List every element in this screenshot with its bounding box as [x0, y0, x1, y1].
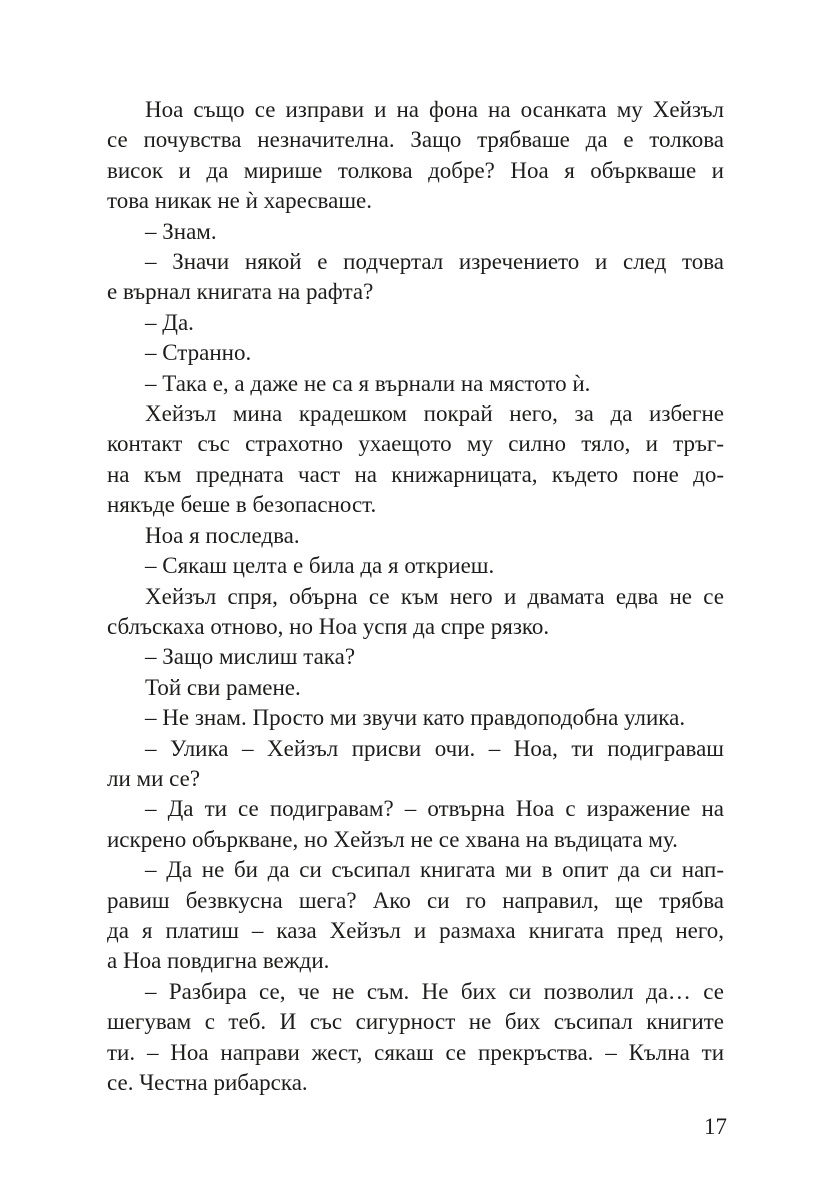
text-line: е върнал книгата на рафта?	[107, 279, 374, 305]
text-line: ти. – Ноа направи жест, сякаш се прекръства. – Кълна ти	[107, 1039, 724, 1065]
page-number: 17	[704, 1114, 727, 1139]
text-line: Ноа също се изправи и на фона на осанката му Хейзъл	[145, 97, 724, 122]
text-line: висок и да мирише толкова добре? Ноа я объркваше и	[107, 157, 724, 183]
text-line: Хейзъл мина крадешком покрай него, за да избегне	[145, 401, 724, 427]
text-line: – Да ти се подигравам? – отвърна Ноа с изражение на	[145, 796, 724, 822]
paragraph	[107, 703, 724, 733]
text-line: – Така е, а даже не са я върнали на мястото ѝ.	[145, 370, 591, 396]
text-line: – Значи някой е подчертал изречението и след това	[145, 249, 724, 275]
text-line: Хейзъл спря, обърна се към него и двамата едва не се	[145, 583, 724, 609]
paragraph	[107, 642, 724, 672]
text-line: – Не знам. Просто ми звучи като правдоподобна улика.	[145, 705, 686, 731]
paragraph	[107, 369, 724, 399]
paragraph	[107, 247, 724, 308]
text-line: – Да.	[145, 309, 194, 335]
paragraph	[107, 95, 724, 217]
text-line: а Ноа повдигна вежди.	[107, 948, 330, 974]
text-line: шегувам с теб. И със сигурност не бих съсипал книгите	[107, 1009, 724, 1035]
paragraph	[107, 673, 724, 703]
paragraph	[107, 308, 724, 338]
paragraph	[107, 399, 724, 521]
text-line: да я платиш – каза Хейзъл и размаха книгата пред него,	[107, 917, 724, 943]
text-line: – Улика – Хейзъл присви очи. – Ноа, ти подиграваш	[145, 735, 724, 761]
paragraph	[107, 217, 724, 247]
text-line: се почувства незначителна. Защо трябваше да е толкова	[107, 127, 724, 153]
text-line: равиш безвкусна шега? Ако си го направил, ще трябва	[107, 887, 724, 913]
text-line: – Сякаш целта е била да я откриеш.	[145, 553, 495, 579]
paragraph	[107, 734, 724, 795]
text-line: – Странно.	[145, 340, 252, 366]
paragraph	[107, 794, 724, 855]
paragraph	[107, 977, 724, 1099]
text-line: някъде беше в безопасност.	[107, 492, 377, 518]
page-text	[107, 95, 724, 1098]
paragraph	[107, 855, 724, 977]
text-line: – Знам.	[145, 218, 217, 244]
text-line: сблъскаха отново, но Ноа успя да спре рязко.	[107, 613, 550, 639]
paragraph	[107, 521, 724, 551]
text-line: – Да не би да си съсипал книгата ми в опит да си нап-	[145, 857, 724, 883]
paragraph	[107, 582, 724, 643]
paragraph	[107, 338, 724, 368]
text-line: – Защо мислиш така?	[145, 644, 356, 670]
text-line: – Разбира се, че не съм. Не бих си позволил да… се	[145, 978, 724, 1004]
paragraph	[107, 551, 724, 581]
text-line: контакт със страхотно ухаещото му силно тяло, и тръг-	[107, 431, 724, 457]
text-line: искрено объркване, но Хейзъл не се хвана на въдицата му.	[107, 826, 678, 852]
text-line: това никак не ѝ харесваше.	[107, 188, 372, 214]
text-line: Той сви рамене.	[145, 674, 301, 700]
text-line: ли ми се?	[107, 765, 201, 791]
text-line: Ноа я последва.	[145, 522, 300, 548]
text-line: на към предната част на книжарницата, където поне до-	[107, 461, 724, 487]
text-line: се. Честна рибарска.	[107, 1070, 308, 1095]
